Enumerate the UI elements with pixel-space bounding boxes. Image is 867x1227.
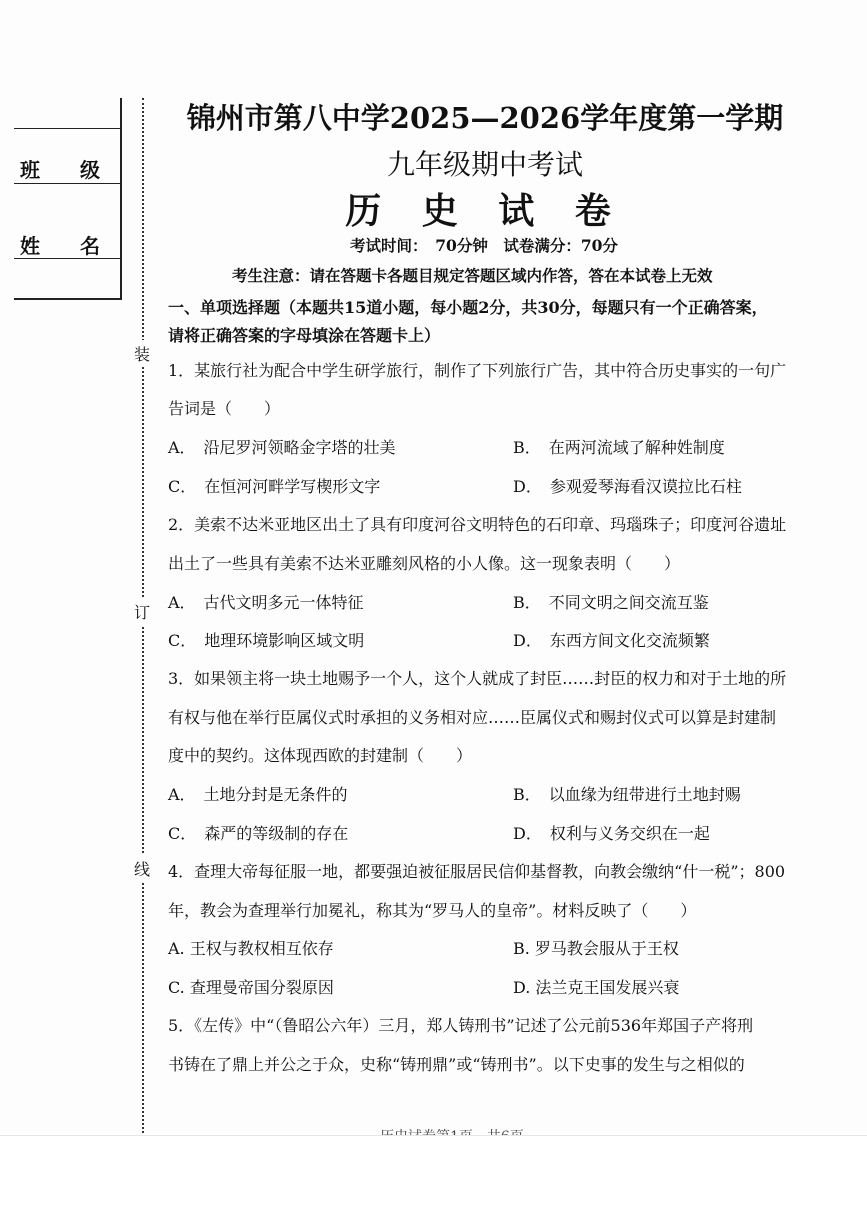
question-3-stem: 有权与他在举行臣属仪式时承担的义务相对应……臣属仪式和赐封仪式可以算是封建制	[168, 708, 777, 727]
question-4-option-d: D. 法兰克王国发展兴衰	[513, 978, 680, 997]
question-1-stem: 告词是（ ）	[168, 399, 281, 418]
question-4-option-b: B. 罗马教会服从于王权	[513, 939, 679, 958]
exam-grade-title: 九年级期中考试	[386, 148, 583, 181]
section-heading	[168, 294, 828, 350]
question-1-option-d: D． 参观爱琴海看汉谟拉比石柱	[513, 477, 742, 496]
question-2-stem: 2．美索不达米亚地区出土了具有印度河谷文明特色的石印章、玛瑙珠子；印度河谷遗址	[168, 515, 787, 534]
binding-char-xian: 线	[134, 855, 150, 882]
question-3-stem: 度中的契约。这体现西欧的封建制（ ）	[168, 746, 473, 765]
question-5-stem: 5．《左传》中“（鲁昭公六年）三月，郑人铸刑书”记述了公元前536年郑国子产将刑	[168, 1016, 754, 1035]
student-info-box	[14, 98, 122, 300]
info-row-line	[14, 128, 120, 129]
question-1-option-b: B． 在两河流域了解种姓制度	[513, 438, 725, 457]
exam-time-score: 考试时间： 70分钟 试卷满分：70分	[350, 236, 618, 255]
question-2-option-a: A． 古代文明多元一体特征	[168, 593, 364, 612]
question-3-option-c: C． 森严的等级制的存在	[168, 824, 349, 843]
question-3-option-b: B． 以血缘为纽带进行土地封赐	[513, 785, 741, 804]
question-3-option-a: A． 土地分封是无条件的	[168, 785, 348, 804]
question-4-stem: 4．查理大帝每征服一地，都要强迫被征服居民信仰基督教，向教会缴纳“什一税”；800	[168, 862, 786, 881]
section-heading-line: 请将正确答案的字母填涂在答题卡上）	[168, 326, 441, 345]
question-2-option-b: B． 不同文明之间交流互鉴	[513, 593, 709, 612]
question-1-option-a: A． 沿尼罗河领略金字塔的壮美	[168, 438, 396, 457]
question-2-option-c: C． 地理环境影响区域文明	[168, 631, 365, 650]
binding-char-ding: 订	[134, 598, 150, 625]
info-row-line	[14, 183, 120, 184]
question-3-stem: 3．如果领主将一块土地赐予一个人，这个人就成了封臣……封臣的权力和对于土地的所	[168, 669, 787, 688]
name-label: 姓 名	[20, 234, 100, 258]
exam-subject-title: 历 史 试 卷	[345, 190, 625, 232]
question-4-option-a: A. 王权与教权相互依存	[168, 939, 334, 958]
blank-margin	[0, 1135, 867, 1227]
question-5-stem: 书铸在了鼎上并公之于众，史称“铸刑鼎”或“铸刑书”。以下史事的发生与之相似的	[168, 1055, 745, 1074]
binding-char-zhuang: 装	[134, 340, 150, 367]
question-1-option-c: C． 在恒河河畔学写楔形文字	[168, 477, 381, 496]
question-2-stem: 出土了一些具有美索不达米亚雕刻风格的小人像。这一现象表明（ ）	[168, 554, 681, 573]
class-label: 班 级	[20, 158, 100, 182]
question-4-stem: 年，教会为查理举行加冕礼，称其为“罗马人的皇帝”。材料反映了（ ）	[168, 901, 697, 920]
exam-notice: 考生注意：请在答题卡各题目规定答题区域内作答，答在本试卷上无效	[232, 266, 713, 285]
question-3-option-d: D． 权利与义务交织在一起	[513, 824, 710, 843]
question-4-option-c: C. 查理曼帝国分裂原因	[168, 978, 334, 997]
question-1-stem: 1．某旅行社为配合中学生研学旅行，制作了下列旅行广告，其中符合历史事实的一句广	[168, 361, 787, 380]
question-2-option-d: D． 东西方间文化交流频繁	[513, 631, 710, 650]
exam-school-title: 锦州市第八中学2025—2026学年度第一学期	[186, 101, 784, 135]
section-heading-line: 一、单项选择题（本题共15道小题，每小题2分，共30分，每题只有一个正确答案，	[168, 298, 768, 317]
